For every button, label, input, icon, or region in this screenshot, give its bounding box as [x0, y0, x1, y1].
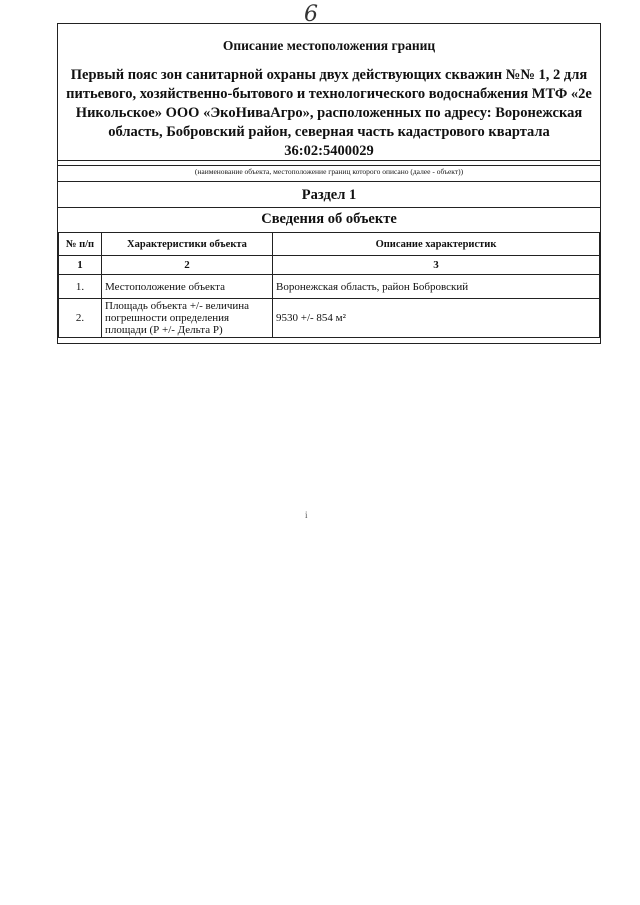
- divider: [58, 160, 600, 161]
- scan-mark: i: [305, 510, 308, 520]
- boundary-description-form: [57, 23, 601, 344]
- table-cell: 9530 +/- 854 м²: [273, 299, 600, 338]
- table-row: [59, 299, 600, 338]
- table-index-row: [59, 256, 600, 275]
- divider: [58, 165, 600, 166]
- divider: [58, 207, 600, 208]
- object-heading: Первый пояс зон санитарной охраны двух действующих скважин №№ 1, 2 для питьевого, хозяйственно-бытового и технологического водоснабжения МТФ «2е Никольское» ООО «ЭкоНиваАгро», расположенных по адресу: Воронежская область, Бобровский район, северная часть кадастрового квартала 36:02:5400029: [66, 67, 592, 159]
- object-info-table: [58, 232, 600, 338]
- table-cell: 1: [59, 256, 102, 275]
- form-title: Описание местоположения границ: [222, 38, 436, 53]
- divider: [58, 181, 600, 182]
- object-caption: (наименование объекта, местоположение границ которого описано (далее - объект)): [194, 167, 464, 176]
- table-row: [59, 275, 600, 299]
- table-cell: Воронежская область, район Бобровский: [273, 275, 600, 299]
- table-cell: Площадь объекта +/- величина погрешности определения площади (Р +/- Дельта Р): [102, 299, 273, 338]
- page-number: 6: [304, 2, 318, 27]
- table-cell: Местоположение объекта: [102, 275, 273, 299]
- table-cell: 2: [102, 256, 273, 275]
- table-cell: 1.: [59, 275, 102, 299]
- subsection-title: Сведения об объекте: [261, 211, 397, 227]
- table-header-row: [59, 233, 600, 256]
- column-header: Характеристики объекта: [102, 233, 273, 256]
- column-header: № п/п: [59, 233, 102, 256]
- table-cell: 3: [273, 256, 600, 275]
- table-cell: 2.: [59, 299, 102, 338]
- section-title: Раздел 1: [301, 187, 357, 203]
- column-header: Описание характеристик: [273, 233, 600, 256]
